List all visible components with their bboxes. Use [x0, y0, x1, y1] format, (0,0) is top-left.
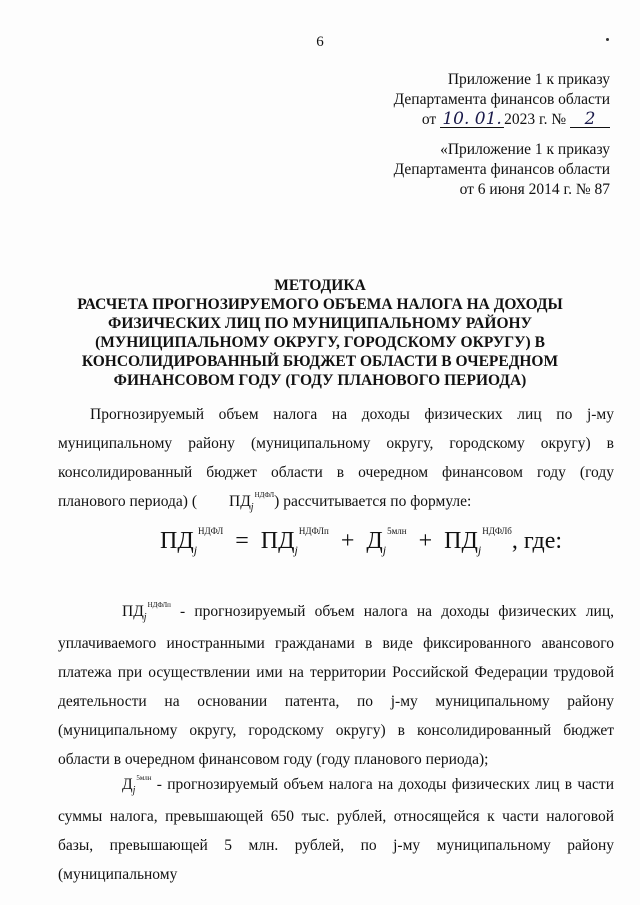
appendix-original-line3: от 6 июня 2014 г. № 87: [459, 181, 610, 198]
symbol-pd-ndfl: $ПД_j^{НДФЛ}$: [229, 491, 275, 513]
definition-1: [58, 597, 614, 774]
appendix-original-line2: Департамента финансов области: [393, 161, 610, 178]
intro-text-after: ) рассчитывается по формуле:: [274, 493, 472, 510]
scan-speck: [606, 38, 609, 41]
appendix-current-year: 2023 г. №: [504, 111, 567, 128]
title-line3: ФИЗИЧЕСКИХ ЛИЦ ПО МУНИЦИПАЛЬНОМУ РАЙОНУ: [108, 315, 532, 332]
appendix-current: [394, 70, 610, 130]
title-line4: (МУНИЦИПАЛЬНОМУ ОКРУГУ, ГОРОДСКОМУ ОКРУГУ) В: [95, 334, 545, 351]
appendix-current-prefix: от: [421, 111, 437, 128]
appendix-current-line1: Приложение 1 к приказу: [447, 71, 610, 88]
formula-term-pd-ndflp: $ПД_j^{НДФЛп}$: [260, 526, 329, 557]
appendix-current-line3: [394, 110, 610, 130]
formula-plus-2: +: [418, 528, 433, 554]
formula-equals: =: [235, 528, 249, 554]
appendix-current-line2: Департамента финансов области: [393, 91, 610, 108]
symbol-pd-ndflp: $ПД_j^{НДФЛп}$: [122, 601, 171, 623]
definition-2: [58, 770, 614, 889]
formula-term-pd-ndfl: $ПД_j^{НДФЛ}$: [160, 526, 224, 557]
title-line1: МЕТОДИКА: [274, 277, 366, 294]
handwritten-number: 2: [570, 111, 610, 128]
appendix-original-line1: «Приложение 1 к приказу: [440, 141, 610, 158]
formula-tail: , где:: [511, 528, 563, 554]
intro-paragraph: [58, 400, 614, 519]
definition-1-text: - прогнозируемый объем налога на доходы физических лиц, уплачиваемого иностранными гражданами в виде фиксированного авансового платежа при осуществлении ими на территории Российской Федерации трудовой деятельности на основании патента, по j-му муниципальному району (муниципальному округу, городскому округу) в консолидированный бюджет области в очередном финансовом году (году планового периода);: [58, 603, 614, 768]
intro-text-before: Прогнозируемый объем налога на доходы физических лиц по j-му муниципальному району (муниципальному округу, городскому округу) в консолидированный бюджет области в очередном финансовом году (году планового периода) (: [58, 406, 614, 510]
symbol-d-5mln: $Д_j^{5млн}$: [122, 774, 152, 796]
title-line5: КОНСОЛИДИРОВАННЫЙ БЮДЖЕТ ОБЛАСТИ В ОЧЕРЕДНОМ: [81, 353, 559, 370]
appendix-original: [394, 140, 610, 200]
document-title: [60, 276, 580, 390]
handwritten-date: 10. 01.: [440, 111, 504, 128]
formula-term-pd-ndflb: $ПД_j^{НДФЛб}$: [444, 526, 512, 557]
main-formula: [160, 528, 562, 555]
title-line2: РАСЧЕТА ПРОГНОЗИРУЕМОГО ОБЪЕМА НАЛОГА НА ДОХОДЫ: [77, 296, 563, 313]
formula-plus-1: +: [340, 528, 355, 554]
definition-2-text: - прогнозируемый объем налога на доходы физических лиц в части суммы налога, превышающей 650 тыс. рублей, относящейся к части налоговой базы, превышающей 5 млн. рублей, по j-му муниципальному району (муниципальному: [58, 776, 614, 883]
page-number: 6: [316, 34, 324, 50]
formula-term-d-5mln: $Д_j^{5млн}$: [366, 526, 407, 557]
title-line6: ФИНАНСОВОМ ГОДУ (ГОДУ ПЛАНОВОГО ПЕРИОДА): [113, 372, 527, 389]
